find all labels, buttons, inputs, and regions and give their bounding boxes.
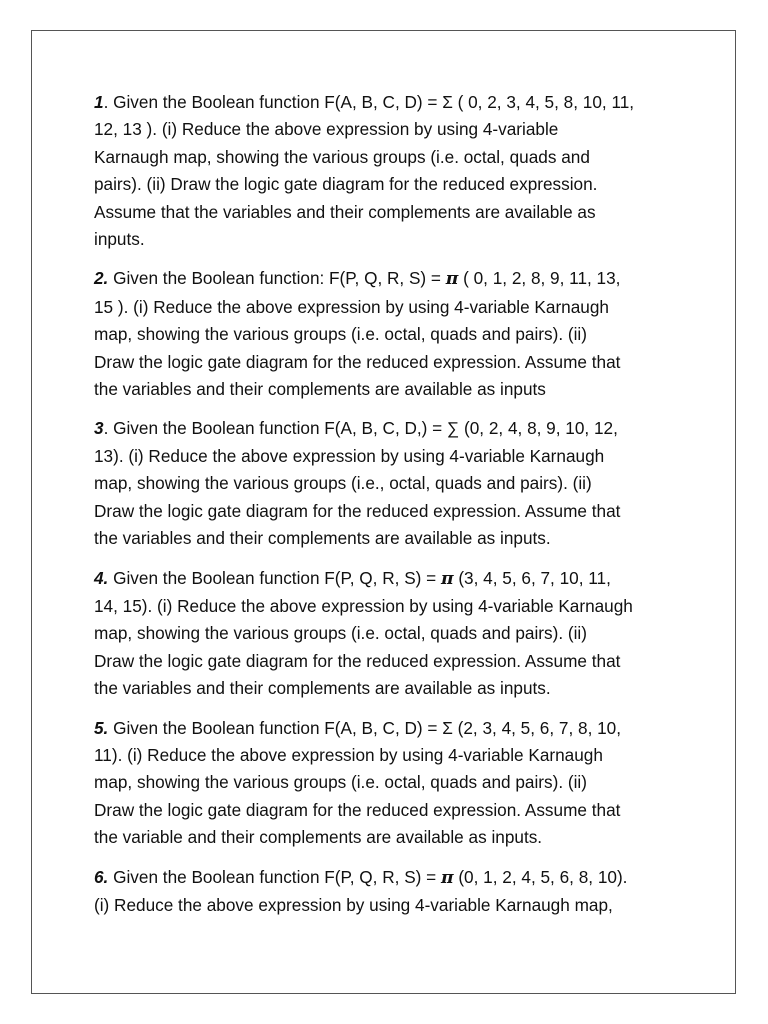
question-text: 14, 15). (i) Reduce the above expression by using 4-variable Karnaugh: [94, 595, 633, 616]
question-2: [94, 265, 684, 403]
question-text: ( 0, 1, 2, 8, 9, 11, 13,: [458, 268, 621, 289]
question-text: inputs.: [94, 229, 145, 250]
question-text: (i) Reduce the above expression by using 4-variable Karnaugh map,: [94, 894, 613, 915]
question-text: (3, 4, 5, 6, 7, 10, 11,: [453, 567, 611, 588]
question-text: 12, 13 ). (i) Reduce the above expression by using 4-variable: [94, 119, 559, 140]
question-text: 13). (i) Reduce the above expression by using 4-variable Karnaugh: [94, 445, 605, 466]
question-1: [94, 89, 684, 253]
question-text: (0, 1, 2, 4, 5, 6, 8, 10).: [453, 866, 628, 887]
question-text: Draw the logic gate diagram for the reduced expression. Assume that: [94, 500, 621, 521]
question-6: [94, 864, 684, 920]
question-text: Assume that the variables and their complements are available as: [94, 201, 596, 222]
question-text: Given the Boolean function F(P, Q, R, S) =: [108, 567, 441, 588]
question-text: . Given the Boolean function F(A, B, C, D,) = ∑ (0, 2, 4, 8, 9, 10, 12,: [103, 418, 618, 439]
question-text: 11). (i) Reduce the above expression by using 4-variable Karnaugh: [94, 744, 603, 765]
question-number: 5.: [94, 717, 109, 738]
question-text: . Given the Boolean function F(A, B, C, D) = Σ ( 0, 2, 3, 4, 5, 8, 10, 11,: [103, 92, 635, 112]
question-text: 15 ). (i) Reduce the above expression by using 4-variable Karnaugh: [94, 296, 609, 317]
question-text: Given the Boolean function F(A, B, C, D) = Σ (2, 3, 4, 5, 6, 7, 8, 10,: [108, 717, 622, 738]
question-text: Given the Boolean function: F(P, Q, R, S) =: [108, 268, 446, 289]
question-text: map, showing the various groups (i.e., octal, quads and pairs). (ii): [94, 473, 592, 494]
question-4: [94, 565, 684, 703]
question-number: 1: [94, 92, 104, 112]
question-3: [94, 415, 684, 552]
question-text: Given the Boolean function F(P, Q, R, S) =: [108, 866, 441, 887]
pi-symbol: π: [445, 269, 459, 290]
question-text: Draw the logic gate diagram for the reduced expression. Assume that: [94, 650, 621, 671]
question-text: Draw the logic gate diagram for the reduced expression. Assume that: [94, 351, 621, 372]
question-5: [94, 715, 684, 852]
pi-symbol: π: [440, 867, 454, 888]
question-text: the variables and their complements are available as inputs.: [94, 678, 551, 699]
question-text: the variables and their complements are available as inputs.: [94, 528, 551, 549]
question-number: 6.: [94, 866, 109, 887]
question-number: 4.: [94, 567, 109, 588]
question-text: the variable and their complements are available as inputs.: [94, 827, 543, 848]
question-list: [94, 89, 684, 931]
question-text: map, showing the various groups (i.e. octal, quads and pairs). (ii): [94, 324, 587, 345]
question-text: Karnaugh map, showing the various groups (i.e. octal, quads and: [94, 146, 590, 167]
question-number: 3: [94, 418, 104, 439]
question-text: map, showing the various groups (i.e. octal, quads and pairs). (ii): [94, 623, 587, 644]
question-text: Draw the logic gate diagram for the reduced expression. Assume that: [94, 799, 621, 820]
pi-symbol: π: [440, 568, 454, 589]
question-text: pairs). (ii) Draw the logic gate diagram for the reduced expression.: [94, 174, 598, 195]
question-text: map, showing the various groups (i.e. octal, quads and pairs). (ii): [94, 772, 587, 793]
document-page: [31, 30, 736, 994]
question-text: the variables and their complements are available as inputs: [94, 379, 546, 400]
question-number: 2.: [94, 268, 109, 289]
